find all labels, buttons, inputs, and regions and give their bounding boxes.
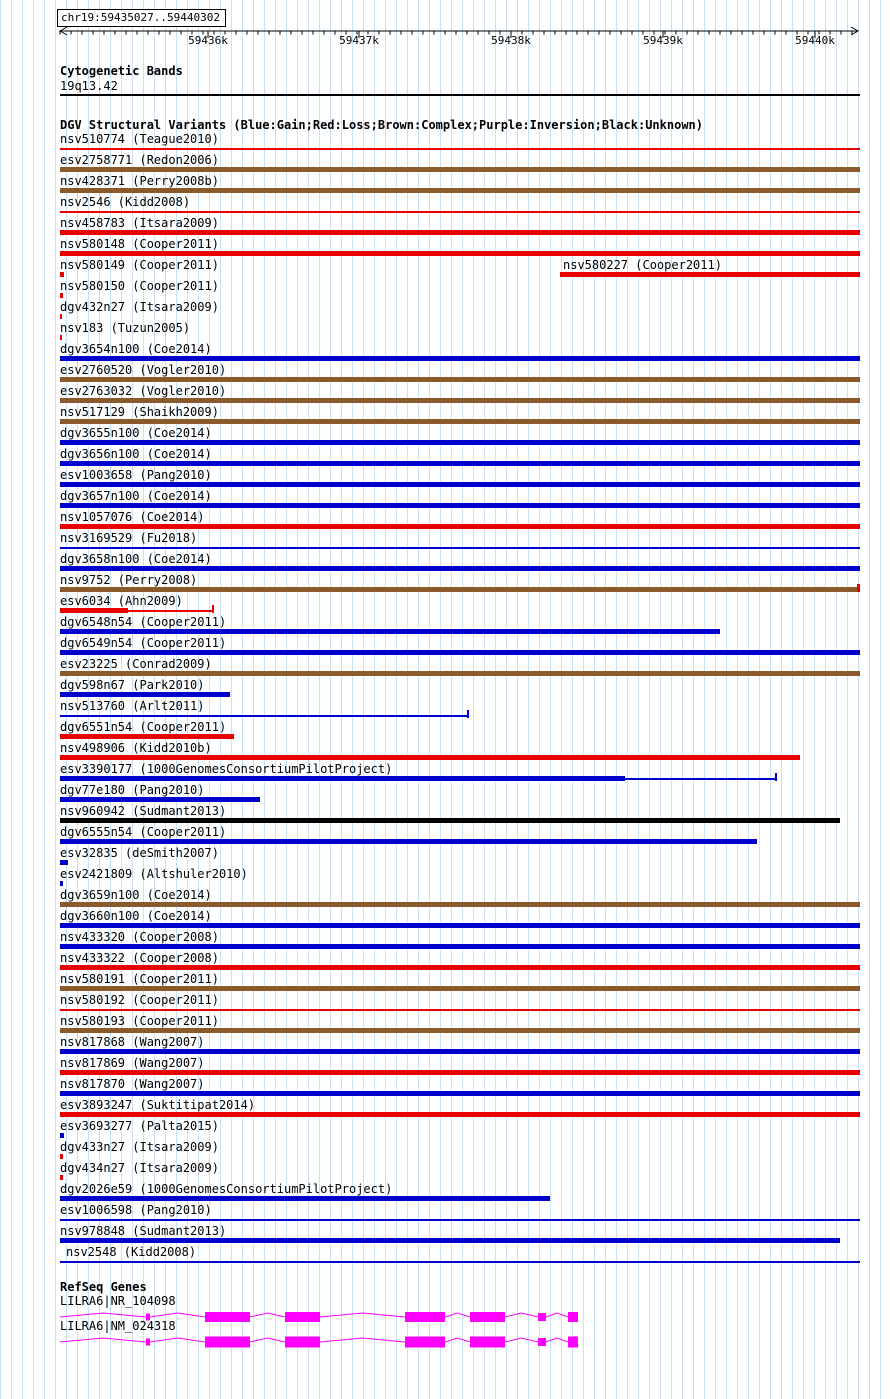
variant-label[interactable]: dgv6548n54 (Cooper2011): [60, 615, 227, 629]
variant-bar[interactable]: [60, 398, 860, 403]
variant-label[interactable]: nsv580150 (Cooper2011): [60, 279, 219, 293]
variant-bar[interactable]: [60, 629, 720, 634]
variant-bar[interactable]: [60, 251, 860, 256]
variant-bar[interactable]: [60, 797, 260, 802]
variant-bar[interactable]: [60, 566, 860, 571]
variant-label[interactable]: esv32835 (deSmith2007): [60, 846, 219, 860]
variant-label[interactable]: nsv817868 (Wang2007): [60, 1035, 205, 1049]
variant-label[interactable]: dgv434n27 (Itsara2009): [60, 1161, 219, 1175]
variant-row: [0, 637, 890, 658]
variant-label[interactable]: nsv580148 (Cooper2011): [60, 237, 219, 251]
variant-bar[interactable]: [60, 1009, 860, 1011]
variant-row: [0, 532, 890, 553]
variant-row: [0, 1057, 890, 1078]
variant-bar[interactable]: [775, 773, 777, 781]
variant-label[interactable]: nsv1057076 (Coe2014): [60, 510, 205, 524]
variant-label[interactable]: esv3390177 (1000GenomesConsortiumPilotProject): [60, 762, 393, 776]
variant-label[interactable]: esv3893247 (Suktitipat2014): [60, 1098, 256, 1112]
variant-bar[interactable]: [60, 692, 230, 697]
variant-bar[interactable]: [60, 356, 860, 361]
variant-label[interactable]: nsv3169529 (Fu2018): [60, 531, 198, 545]
variant-row: [0, 994, 890, 1015]
variant-bar[interactable]: [60, 503, 860, 508]
variant-bar[interactable]: [60, 1219, 860, 1221]
variant-label[interactable]: nsv817870 (Wang2007): [60, 1077, 205, 1091]
variant-label[interactable]: dgv433n27 (Itsara2009): [60, 1140, 219, 1154]
variant-bar[interactable]: [60, 167, 860, 172]
variant-label[interactable]: esv2758771 (Redon2006): [60, 153, 219, 167]
variant-bar[interactable]: [60, 1028, 860, 1033]
variant-row: [0, 847, 890, 868]
variant-row: [0, 343, 890, 364]
ruler-ticks: [60, 31, 852, 38]
variant-row: [0, 616, 890, 637]
variant-row: [0, 490, 890, 511]
gene-glyph[interactable]: [0, 1331, 890, 1353]
variant-label[interactable]: nsv960942 (Sudmant2013): [60, 804, 227, 818]
variant-bar[interactable]: [60, 1070, 860, 1075]
variant-row: [0, 301, 890, 322]
variant-row: [0, 679, 890, 700]
variant-label[interactable]: esv1006598 (Pang2010): [60, 1203, 212, 1217]
refseq-section-title: RefSeq Genes: [60, 1280, 147, 1294]
variant-row: [0, 406, 890, 427]
variant-label[interactable]: esv23225 (Conrad2009): [60, 657, 212, 671]
gene-exon[interactable]: [285, 1312, 320, 1322]
variant-row: [0, 805, 890, 826]
variant-bar[interactable]: [560, 272, 860, 277]
variant-bar[interactable]: [60, 272, 64, 277]
variant-row: [0, 196, 890, 217]
variant-row: [0, 1015, 890, 1036]
variant-label[interactable]: dgv3660n100 (Coe2014): [60, 909, 212, 923]
variant-bar[interactable]: [60, 839, 757, 844]
variant-row: [0, 784, 890, 805]
variant-bar[interactable]: [60, 587, 860, 592]
variant-bar[interactable]: [60, 314, 62, 319]
variant-label[interactable]: nsv2548 (Kidd2008): [66, 1245, 197, 1259]
variant-row: [0, 217, 890, 238]
variant-bar[interactable]: [60, 650, 860, 655]
variant-label[interactable]: nsv498906 (Kidd2010b): [60, 741, 212, 755]
variant-row: [0, 238, 890, 259]
ruler-tick-label: 59439k: [643, 34, 683, 47]
variant-label[interactable]: nsv580193 (Cooper2011): [60, 1014, 219, 1028]
variant-label[interactable]: esv2763032 (Vogler2010): [60, 384, 227, 398]
variant-row: [0, 763, 890, 784]
variant-label[interactable]: nsv183 (Tuzun2005): [60, 321, 191, 335]
variant-row: [0, 658, 890, 679]
variant-bar[interactable]: [60, 1175, 63, 1180]
ruler-tick-label: 59440k: [795, 34, 835, 47]
variant-label[interactable]: dgv3656n100 (Coe2014): [60, 447, 212, 461]
variant-row: [0, 1225, 890, 1246]
variant-row: [0, 427, 890, 448]
variant-row: [0, 742, 890, 763]
variant-bar[interactable]: [60, 547, 860, 549]
variant-row: [0, 910, 890, 931]
variant-row: [0, 868, 890, 889]
variant-row: [0, 826, 890, 847]
variant-row: [0, 133, 890, 154]
variant-row: [0, 553, 890, 574]
variant-bar[interactable]: [60, 482, 860, 487]
variant-label[interactable]: nsv978848 (Sudmant2013): [60, 1224, 227, 1238]
gene-label[interactable]: LILRA6|NM_024318: [60, 1319, 176, 1333]
variant-row: [0, 1162, 890, 1183]
variant-row: [0, 1078, 890, 1099]
variant-bar[interactable]: [60, 715, 468, 717]
variant-label[interactable]: esv3693277 (Palta2015): [60, 1119, 219, 1133]
gene-exon[interactable]: [538, 1313, 546, 1321]
variant-bar[interactable]: [625, 778, 776, 780]
variant-bar[interactable]: [60, 755, 800, 760]
variant-row: [0, 973, 890, 994]
variant-label[interactable]: nsv580191 (Cooper2011): [60, 972, 219, 986]
variant-bar[interactable]: [128, 610, 213, 612]
variant-label[interactable]: dgv432n27 (Itsara2009): [60, 300, 219, 314]
variant-label[interactable]: nsv9752 (Perry2008): [60, 573, 198, 587]
variant-bar[interactable]: [60, 293, 63, 298]
cytoband-bar[interactable]: [60, 94, 860, 96]
variant-bar[interactable]: [60, 211, 860, 213]
ruler-tick-label: 59437k: [339, 34, 379, 47]
variant-row: [0, 1141, 890, 1162]
variant-row: [0, 469, 890, 490]
variant-bar[interactable]: [60, 1091, 860, 1096]
variant-label[interactable]: nsv458783 (Itsara2009): [60, 216, 219, 230]
gene-exon[interactable]: [538, 1338, 546, 1346]
variant-bar[interactable]: [60, 1112, 860, 1117]
variant-bar[interactable]: [60, 377, 860, 382]
variant-bar[interactable]: [60, 860, 68, 865]
gene-exon[interactable]: [285, 1337, 320, 1348]
variant-bar[interactable]: [60, 230, 860, 235]
variant-row: [0, 889, 890, 910]
variant-label[interactable]: dgv77e180 (Pang2010): [60, 783, 205, 797]
variant-bar[interactable]: [60, 944, 860, 949]
variant-bar[interactable]: [60, 148, 860, 150]
variant-label[interactable]: nsv433320 (Cooper2008): [60, 930, 219, 944]
variant-label[interactable]: nsv428371 (Perry2008b): [60, 174, 219, 188]
gene-exon[interactable]: [470, 1312, 505, 1322]
gene-exon[interactable]: [568, 1312, 578, 1322]
variant-label[interactable]: esv2760520 (Vogler2010): [60, 363, 227, 377]
variant-row: [0, 280, 890, 301]
variant-label[interactable]: nsv510774 (Teague2010): [60, 132, 219, 146]
variant-row: [0, 1099, 890, 1120]
ruler-tick-label: 59438k: [491, 34, 531, 47]
variant-bar[interactable]: [60, 734, 234, 739]
variant-row: [0, 1183, 890, 1204]
variant-bar[interactable]: [60, 1261, 860, 1263]
variant-row: [0, 952, 890, 973]
variant-bar[interactable]: [60, 188, 860, 193]
variant-row: [0, 259, 890, 280]
variant-bar[interactable]: [60, 1049, 860, 1054]
variant-bar[interactable]: [60, 419, 860, 424]
variant-bar[interactable]: [60, 881, 63, 886]
gene-exon[interactable]: [146, 1339, 150, 1346]
variant-bar[interactable]: [60, 1154, 63, 1159]
variant-label[interactable]: dgv598n67 (Park2010): [60, 678, 205, 692]
variant-label[interactable]: nsv2546 (Kidd2008): [60, 195, 191, 209]
gene-label[interactable]: LILRA6|NR_104098: [60, 1294, 176, 1308]
variant-bar[interactable]: [60, 1238, 840, 1243]
variant-bar[interactable]: [60, 965, 860, 970]
variant-bar[interactable]: [857, 584, 860, 592]
variant-label[interactable]: dgv3654n100 (Coe2014): [60, 342, 212, 356]
variant-row: [0, 175, 890, 196]
variant-row: [0, 931, 890, 952]
variant-label[interactable]: dgv6555n54 (Cooper2011): [60, 825, 227, 839]
variant-row: [0, 448, 890, 469]
gene-exon[interactable]: [205, 1337, 250, 1348]
variant-row: [0, 154, 890, 175]
variant-row: [0, 595, 890, 616]
variant-row: [0, 1120, 890, 1141]
gene-exon[interactable]: [568, 1337, 578, 1348]
variant-bar[interactable]: [212, 605, 214, 613]
gene-exon[interactable]: [405, 1337, 445, 1348]
variant-label[interactable]: esv2421809 (Altshuler2010): [60, 867, 248, 881]
cytoband-label[interactable]: 19q13.42: [60, 79, 118, 93]
dgv-section-title: DGV Structural Variants (Blue:Gain;Red:Loss;Brown:Complex;Purple:Inversion;Black:Unknown): [60, 118, 703, 132]
variant-row: [0, 1204, 890, 1225]
variant-label[interactable]: esv6034 (Ahn2009): [60, 594, 183, 608]
variant-label[interactable]: dgv3655n100 (Coe2014): [60, 426, 212, 440]
variant-label[interactable]: dgv6549n54 (Cooper2011): [60, 636, 227, 650]
variant-bar[interactable]: [60, 335, 62, 340]
variant-bar[interactable]: [60, 986, 860, 991]
position-box: chr19:59435027..59440302: [57, 9, 226, 27]
variant-label[interactable]: nsv433322 (Cooper2008): [60, 951, 219, 965]
variant-label[interactable]: nsv580149 (Cooper2011): [60, 258, 219, 272]
variant-label[interactable]: nsv580227 (Cooper2011): [563, 258, 722, 272]
variant-row: [0, 721, 890, 742]
variant-bar[interactable]: [467, 710, 469, 718]
variant-row: [0, 1246, 890, 1267]
variant-bar[interactable]: [60, 524, 860, 529]
gene-exon[interactable]: [470, 1337, 505, 1348]
variant-row: [0, 700, 890, 721]
variant-bar[interactable]: [60, 671, 860, 676]
variant-bar[interactable]: [60, 608, 128, 613]
variant-bar[interactable]: [60, 776, 625, 781]
variant-bar[interactable]: [60, 1196, 550, 1201]
variant-bar[interactable]: [60, 461, 860, 466]
variant-label[interactable]: nsv817869 (Wang2007): [60, 1056, 205, 1070]
variant-label[interactable]: dgv2026e59 (1000GenomesConsortiumPilotProject): [60, 1182, 393, 1196]
variant-label[interactable]: dgv3659n100 (Coe2014): [60, 888, 212, 902]
variant-label[interactable]: dgv6551n54 (Cooper2011): [60, 720, 227, 734]
cytoband-section-title: Cytogenetic Bands: [60, 64, 183, 78]
variant-bar[interactable]: [60, 440, 860, 445]
variant-row: [0, 385, 890, 406]
variant-label[interactable]: nsv513760 (Arlt2011): [60, 699, 205, 713]
gene-exon[interactable]: [205, 1312, 250, 1322]
variant-label[interactable]: nsv517129 (Shaikh2009): [60, 405, 219, 419]
variant-row: [0, 364, 890, 385]
variant-row: [0, 1036, 890, 1057]
variant-label[interactable]: nsv580192 (Cooper2011): [60, 993, 219, 1007]
gene-exon[interactable]: [405, 1312, 445, 1322]
variant-bar[interactable]: [60, 818, 840, 823]
ruler-tick-label: 59436k: [188, 34, 228, 47]
variant-label[interactable]: dgv3657n100 (Coe2014): [60, 489, 212, 503]
variant-label[interactable]: dgv3658n100 (Coe2014): [60, 552, 212, 566]
variant-label[interactable]: esv1003658 (Pang2010): [60, 468, 212, 482]
variant-row: [0, 511, 890, 532]
variant-row: [0, 574, 890, 595]
variant-bar[interactable]: [60, 923, 860, 928]
variant-bar[interactable]: [60, 1133, 64, 1138]
variant-row: [0, 322, 890, 343]
variant-bar[interactable]: [60, 902, 860, 907]
